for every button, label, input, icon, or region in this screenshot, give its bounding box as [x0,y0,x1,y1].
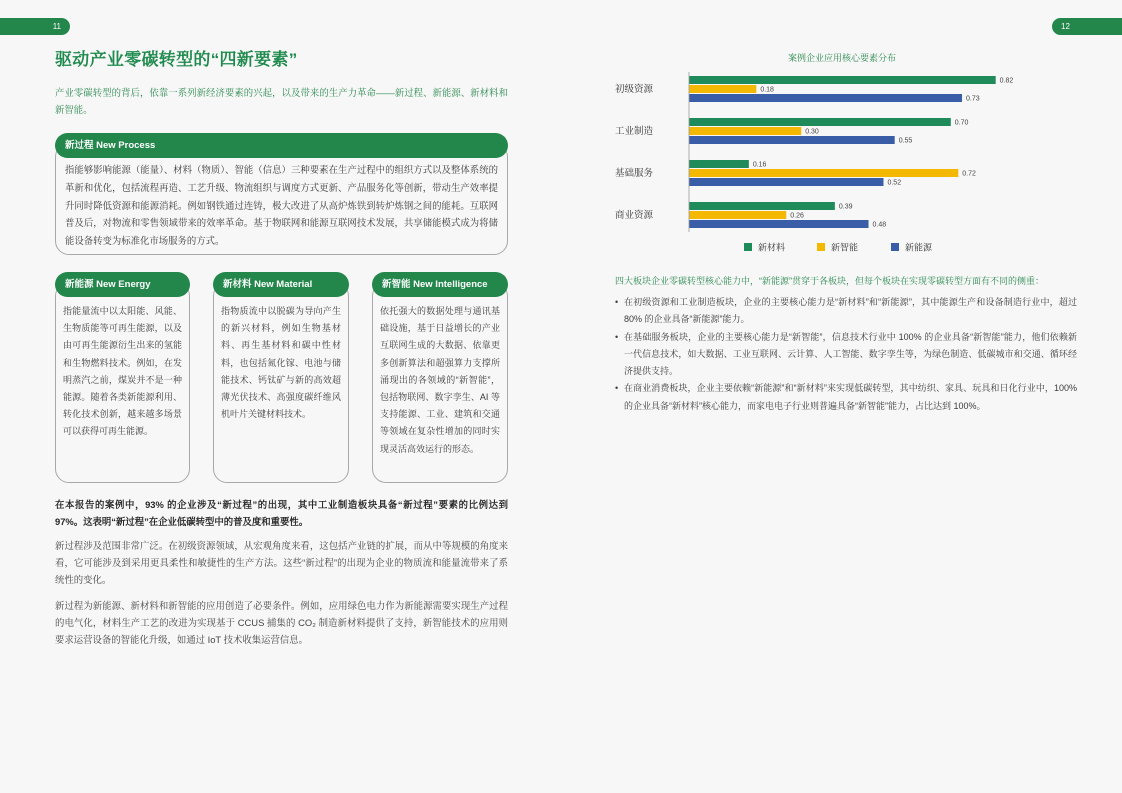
key-finding-paragraph: 在本报告的案例中，93% 的企业涉及“新过程”的出现，其中工业制造板块具备“新过程”要素的比例达到 97%。这表明“新过程”在企业低碳转型中的普及度和重要性。 [55,499,508,528]
right-page [561,0,1122,793]
legend-label-2: 新智能 [831,242,859,253]
new-intelligence-heading: 新智能 New Intelligence [372,272,508,297]
bar-series-1-category-3 [689,160,749,168]
bar-value-label-series-2-category-1: 0.18 [760,86,774,94]
legend-label-3: 新能源 [905,242,933,253]
bar-value-label-series-2-category-2: 0.30 [805,128,819,136]
new-process-description: 指能够影响能源（能量）、材料（物质）、智能（信息）三种要素在生产过程中的组织方式以及整体系统的革新和优化，包括流程再造、工艺升级、物流组织与调度方式更新、产品服务化等创新，带动生产效率提升同时降低资源和能源消耗。例如钢铁通过连铸，极大改进了从高炉炼铁到转炉炼钢之间的能耗。互联网普及后，对物流和零售领域带来的效率革命。基于物联网和能源互联网技术发展，共享储能模式成为将储能设备转变为标准化市场服务的方式。 [65,164,498,247]
bar-series-3-category-1 [689,94,962,102]
bar-series-3-category-3 [689,178,883,186]
bar-series-3-category-4 [689,220,869,228]
page-number-tab-right [1052,18,1122,35]
bar-series-1-category-2 [689,118,951,126]
category-label-4: 商业资源 [615,210,654,221]
bar-value-label-series-3-category-2: 0.55 [898,137,913,145]
category-label-1: 初级资源 [615,84,654,95]
new-process-card [55,133,508,255]
new-material-card [213,272,349,483]
new-material-heading: 新材料 New Material [213,272,349,297]
bar-value-label-series-1-category-4: 0.39 [838,203,853,211]
bar-value-label-series-3-category-1: 0.73 [966,95,980,103]
page-number: 12 [1061,22,1070,31]
new-energy-heading: 新能源 New Energy [55,272,190,297]
new-energy-description: 指能量流中以太阳能、风能、生物质能等可再生能源，以及由可再生能源衍生出来的氢能和生物燃料技术。例如，在发明蒸汽之前，煤炭并不是一种能源。随着各类新能源利用、转化技术创新，越来越多场景可以获得可再生能源。 [63,306,182,437]
legend-label-1: 新材料 [758,242,786,253]
bar-series-1-category-4 [689,202,835,210]
legend-swatch-1 [744,243,752,251]
body-paragraph: 新过程为新能源、新材料和新智能的应用创造了必要条件。例如，应用绿色电力作为新能源需要实现生产过程的电气化，材料生产工艺的改进为实现基于 CCUS 捕集的 CO₂ 制造新材料提供了支持，新智能技术的应用则要求运营设备的智能化升级，如通过 IoT 技术收集运营信息。 [55,600,508,646]
list-item: • 在初级资源和工业制造板块，企业的主要核心能力是“新材料”和“新能源”，其中能源生产和设备制造行业中，超过 80% 的企业具备“新能源”能力。 [615,294,1077,329]
bar-value-label-series-2-category-3: 0.72 [962,170,976,178]
page-number: 11 [52,22,61,31]
body-paragraph: 新过程涉及范围非常广泛。在初级资源领域，从宏观角度来看，这包括产业链的扩展，而从中等规模的角度来看，它可能涉及到采用更具柔性和敏捷性的生产方法。这些“新过程”的出现为企业的物质流和能量流带来了系统性的变化。 [55,540,508,586]
category-label-3: 基础服务 [615,168,654,179]
intro-subtitle: 产业零碳转型的背后，依靠一系列新经济要素的兴起，以及带来的生产力革命——新过程、新能源、新材料和新智能。 [55,87,508,116]
list-item: • 在基础服务板块，企业的主要核心能力是“新智能”，信息技术行业中 100% 的企业具备“新智能”能力，他们依赖新一代信息技术，如大数据、工业互联网、云计算、人工智能、数字孪生等，为绿色制造、低碳城市和交通、循环经济提供支持。 [615,329,1077,381]
new-material-description: 指物质流中以脱碳为导向产生的新兴材料，例如生物基材料、再生基材料和碳中性材料，也包括氮化镓、电池与储能技术、钙钛矿与新的高效超薄光伏技术、高强度碳纤维风机叶片关键材料技术。 [221,306,341,420]
legend-swatch-3 [891,243,899,251]
bar-series-2-category-2 [689,127,801,135]
bar-value-label-series-1-category-2: 0.70 [954,119,969,127]
sector-summary-intro: 四大板块企业零碳转型核心能力中，“新能源”贯穿于各板块，但每个板块在实现零碳转型方面有不同的侧重： [615,276,1044,286]
bar-value-label-series-2-category-4: 0.26 [790,212,804,220]
chart-legend [744,242,933,253]
legend-swatch-2 [817,243,825,251]
bar-value-label-series-3-category-3: 0.52 [887,179,902,187]
sector-findings-list [615,294,1077,415]
bar-series-2-category-4 [689,211,786,219]
page-number-tab-left [0,18,70,35]
page-title: 驱动产业零碳转型的“四新要素” [55,50,298,69]
chart-title: 案例企业应用核心要素分布 [787,53,897,63]
bar-series-2-category-1 [689,85,756,93]
bar-value-label-series-1-category-1: 0.82 [999,77,1014,85]
list-item: • 在商业消费板块，企业主要依赖“新能源”和“新材料”来实现低碳转型，其中纺织、家具、玩具和日化行业中，100% 的企业具备“新材料”核心能力，而家电电子行业则普遍具备“新智能”能力，占比达到 100%。 [615,380,1077,415]
bar-series-3-category-2 [689,136,895,144]
bar-series-2-category-3 [689,169,958,177]
bar-series-1-category-1 [689,76,996,84]
new-energy-card [55,272,190,483]
chart-marks [615,76,1013,229]
new-intelligence-description: 依托强大的数据处理与通讯基础设施，基于日益增长的产业互联网生成的大数据、依靠更多创新算法和超强算力支撑所涌现出的各领域的“新智能”，包括物联网、数字孪生、AI 等支持能源、工业、建筑和交通等领域在复杂性增加的同时实现灵活高效运行的形态。 [380,306,500,454]
core-elements-bar-chart [601,48,1081,263]
category-label-2: 工业制造 [615,126,654,137]
bar-value-label-series-1-category-3: 0.16 [752,161,767,169]
new-process-heading: 新过程 New Process [55,133,508,158]
new-intelligence-card [372,272,508,483]
bar-value-label-series-3-category-4: 0.48 [872,221,887,229]
